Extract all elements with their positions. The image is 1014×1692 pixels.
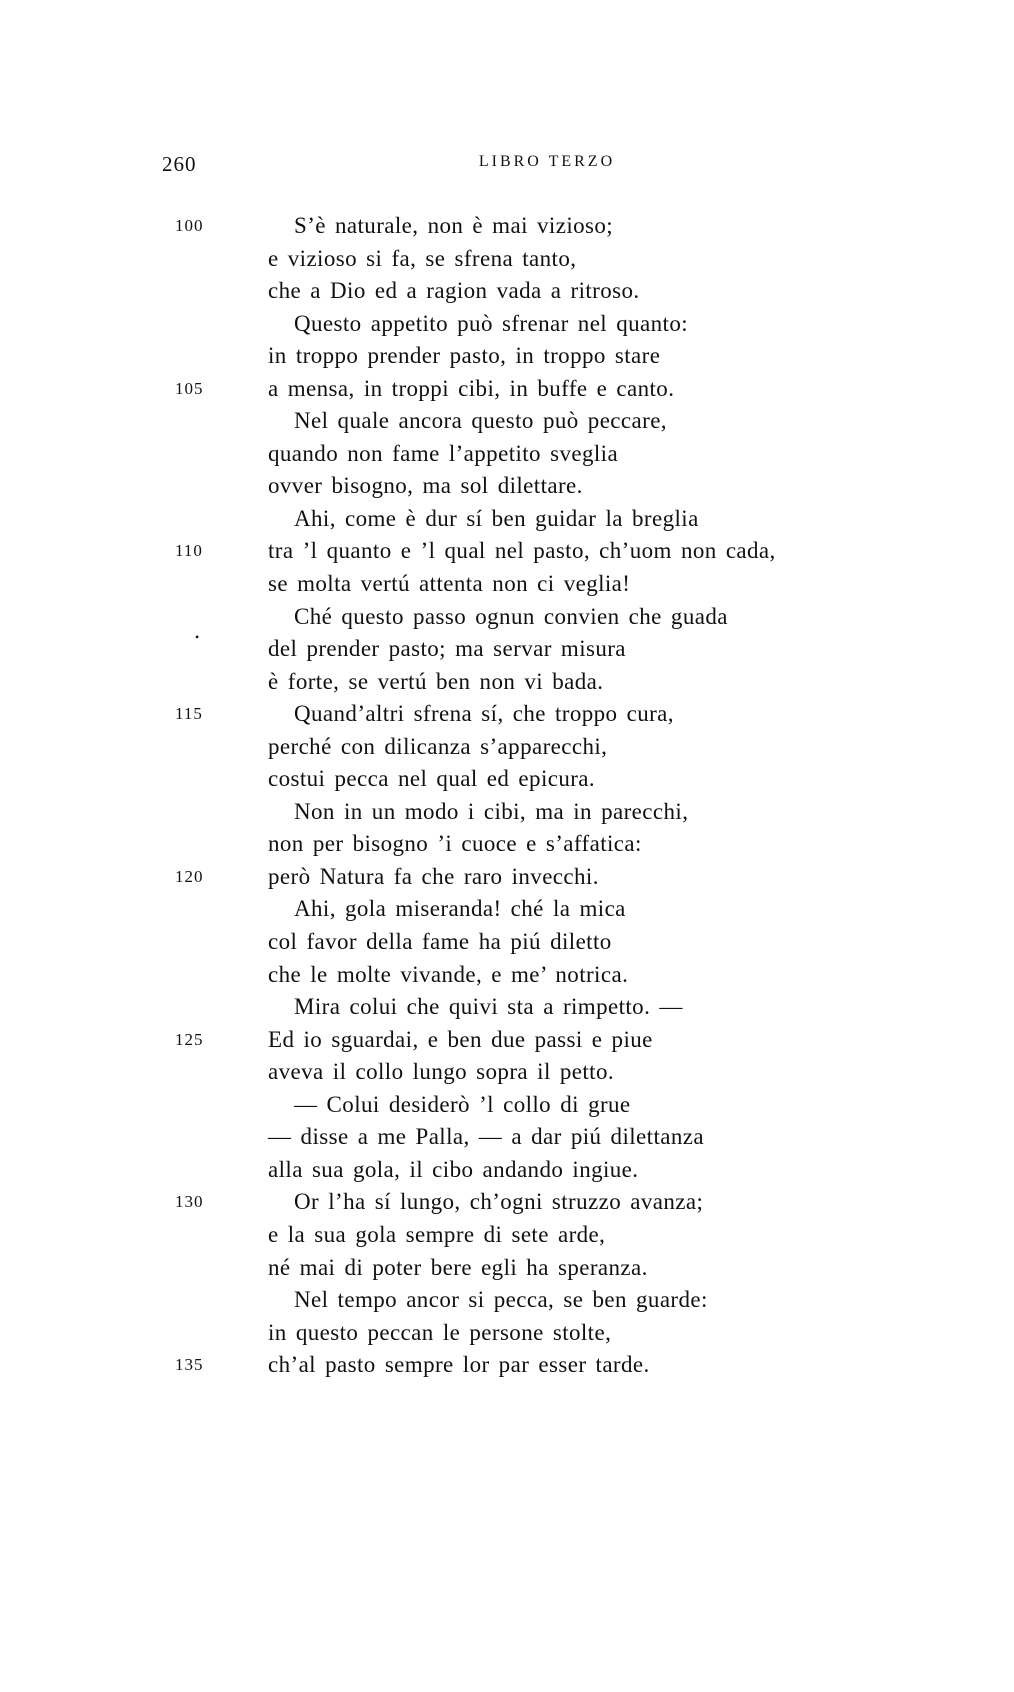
verse-text: però Natura fa che raro invecchi. xyxy=(268,863,599,889)
verse-line xyxy=(0,763,1014,796)
verse-line xyxy=(0,828,1014,861)
verse-text: Ahi, come è dur sí ben guidar la breglia xyxy=(294,505,699,531)
verse-text: che a Dio ed a ragion vada a ritroso. xyxy=(268,278,640,304)
verse-line xyxy=(0,405,1014,438)
verse-line xyxy=(0,796,1014,829)
line-number: 125 xyxy=(175,1029,204,1049)
line-number: 100 xyxy=(175,216,204,235)
verse-text: Nel tempo ancor si pecca, se ben guarde: xyxy=(294,1287,708,1313)
verse-text: aveva il collo lungo sopra il petto. xyxy=(268,1059,615,1085)
verse-line xyxy=(0,438,1014,471)
verse-text: Ché questo passo ognun convien che guada xyxy=(294,603,728,629)
verse-text: alla sua gola, il cibo andando ingiue. xyxy=(268,1156,639,1182)
verse-text: né mai di poter bere egli ha speranza. xyxy=(268,1254,648,1280)
verse-text: costui pecca nel qual ed epicura. xyxy=(268,766,596,792)
verse-text: e vizioso si fa, se sfrena tanto, xyxy=(268,245,577,271)
verse-line xyxy=(0,243,1014,276)
verse-text: ch’al pasto sempre lor par esser tarde. xyxy=(268,1352,650,1378)
verse-text: Nel quale ancora questo può peccare, xyxy=(294,408,667,434)
verse-line xyxy=(0,1121,1014,1154)
verse-text: e la sua gola sempre di sete arde, xyxy=(268,1221,606,1247)
line-number: 120 xyxy=(175,866,204,886)
verse-block xyxy=(0,210,1014,1382)
verse-line xyxy=(0,1317,1014,1350)
verse-line xyxy=(0,535,1014,568)
verse-text: col favor della fame ha piú diletto xyxy=(268,929,612,955)
verse-line xyxy=(0,275,1014,308)
verse-text: Ahi, gola miseranda! ché la mica xyxy=(294,896,626,922)
verse-text: in troppo prender pasto, in troppo stare xyxy=(268,343,661,369)
verse-line xyxy=(0,503,1014,536)
verse-line xyxy=(0,1056,1014,1089)
verse-line xyxy=(0,1219,1014,1252)
line-number: 135 xyxy=(175,1355,204,1375)
verse-line xyxy=(0,210,1014,243)
verse-text: — Colui desiderò ’l collo di grue xyxy=(294,1091,631,1117)
verse-text: tra ’l quanto e ’l qual nel pasto, ch’uom non cada, xyxy=(268,538,776,564)
verse-line xyxy=(0,633,1014,666)
verse-text: Questo appetito può sfrenar nel quanto: xyxy=(294,310,689,336)
line-number: 110 xyxy=(175,541,203,561)
running-title: LIBRO TERZO xyxy=(478,153,616,170)
verse-text: che le molte vivande, e me’ notrica. xyxy=(268,961,629,987)
verse-text: a mensa, in troppi cibi, in buffe e canto. xyxy=(268,375,675,401)
page-number: 260 xyxy=(162,152,197,176)
verse-line xyxy=(0,1024,1014,1057)
verse-text: Ed io sguardai, e ben due passi e piue xyxy=(268,1026,653,1052)
verse-text: S’è naturale, non è mai vizioso; xyxy=(294,213,614,238)
verse-line xyxy=(0,991,1014,1024)
verse-text: ovver bisogno, ma sol dilettare. xyxy=(268,473,583,499)
verse-line xyxy=(0,1349,1014,1382)
verse-text: è forte, se vertú ben non vi bada. xyxy=(268,668,604,694)
verse-text: quando non fame l’appetito sveglia xyxy=(268,440,619,466)
verse-line xyxy=(0,373,1014,406)
margin-mark: • xyxy=(195,630,200,644)
verse-text: non per bisogno ’i cuoce e s’affatica: xyxy=(268,831,642,857)
verse-line xyxy=(0,1154,1014,1187)
verse-line xyxy=(0,861,1014,894)
verse-line xyxy=(0,601,1014,634)
verse-text: Non in un modo i cibi, ma in parecchi, xyxy=(294,798,689,824)
verse-text: se molta vertú attenta non ci veglia! xyxy=(268,571,631,597)
verse-line xyxy=(0,1284,1014,1317)
verse-text: perché con dilicanza s’apparecchi, xyxy=(268,733,608,759)
verse-line xyxy=(0,1089,1014,1122)
verse-line xyxy=(0,308,1014,341)
verse-line xyxy=(0,1186,1014,1219)
verse-line xyxy=(0,340,1014,373)
verse-line xyxy=(0,893,1014,926)
verse-text: Mira colui che quivi sta a rimpetto. — xyxy=(294,994,683,1020)
line-number: 105 xyxy=(175,378,204,398)
verse-line xyxy=(0,470,1014,503)
verse-line xyxy=(0,731,1014,764)
verse-text: in questo peccan le persone stolte, xyxy=(268,1319,612,1345)
verse-line xyxy=(0,698,1014,731)
verse-line xyxy=(0,926,1014,959)
verse-text: Quand’altri sfrena sí, che troppo cura, xyxy=(294,701,674,727)
verse-line xyxy=(0,568,1014,601)
line-number: 115 xyxy=(175,704,203,724)
verse-text: del prender pasto; ma servar misura xyxy=(268,636,626,662)
verse-line xyxy=(0,666,1014,699)
verse-text: — disse a me Palla, — a dar piú dilettanza xyxy=(268,1124,704,1150)
verse-line xyxy=(0,1252,1014,1285)
verse-line xyxy=(0,959,1014,992)
line-number: 130 xyxy=(175,1192,204,1212)
verse-text: Or l’ha sí lungo, ch’ogni struzzo avanza; xyxy=(294,1189,704,1215)
